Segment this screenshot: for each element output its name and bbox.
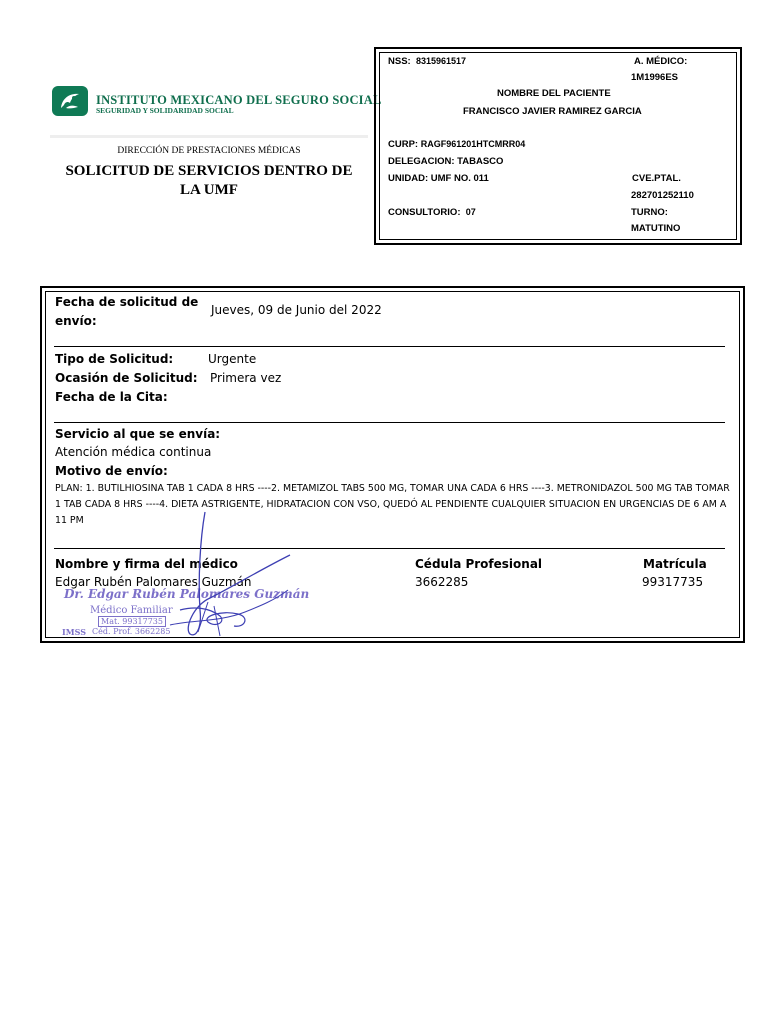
cveptal-value: 282701252110 bbox=[631, 190, 694, 201]
stamp-title: Médico Familiar bbox=[90, 605, 173, 616]
consultorio-label: CONSULTORIO: bbox=[388, 207, 461, 218]
institution-tagline: SEGURIDAD Y SOLIDARIDAD SOCIAL bbox=[96, 106, 234, 115]
form-title-line2: LA UMF bbox=[180, 182, 238, 198]
nss-field bbox=[388, 56, 466, 67]
doctor-name-value: Edgar Rubén Palomares Guzmán bbox=[55, 575, 252, 589]
cveptal-label: CVE.PTAL. bbox=[632, 173, 681, 184]
imss-eagle-icon bbox=[52, 86, 88, 116]
direccion-heading: DIRECCIÓN DE PRESTACIONES MÉDICAS bbox=[117, 146, 301, 156]
matricula-label: Matrícula bbox=[643, 557, 707, 571]
tipo-solicitud-value: Urgente bbox=[208, 352, 257, 366]
servicio-value: Atención médica continua bbox=[55, 445, 212, 459]
unidad-field bbox=[388, 173, 489, 184]
cedula-value: 3662285 bbox=[415, 575, 469, 589]
stamp-cedula: Céd. Prof. 3662285 bbox=[92, 627, 171, 636]
servicio-label: Servicio al que se envía: bbox=[55, 427, 221, 441]
matricula-value: 99317735 bbox=[642, 575, 704, 589]
ocasion-solicitud-value: Primera vez bbox=[210, 371, 282, 385]
cedula-label: Cédula Profesional bbox=[415, 557, 543, 571]
imss-logo bbox=[52, 86, 382, 118]
header-divider bbox=[50, 135, 368, 138]
motivo-label: Motivo de envío: bbox=[55, 464, 168, 478]
curp-value: RAGF961201HTCMRR04 bbox=[420, 139, 526, 149]
form-title-line1: SOLICITUD DE SERVICIOS DENTRO DE bbox=[65, 163, 353, 179]
fecha-solicitud-label-line1: Fecha de solicitud de bbox=[55, 295, 199, 309]
patient-name-label: NOMBRE DEL PACIENTE bbox=[497, 88, 611, 99]
fecha-solicitud-label-line2: envío: bbox=[55, 314, 97, 328]
doctor-name-label: Nombre y firma del médico bbox=[55, 557, 238, 571]
unidad-value: UMF NO. 011 bbox=[430, 173, 489, 184]
delegacion-label: DELEGACION: bbox=[388, 156, 455, 167]
curp-field bbox=[388, 139, 525, 150]
stamp-doctor-name: Dr. Edgar Rubén Palomares Guzmán bbox=[64, 587, 310, 601]
form-title bbox=[50, 162, 368, 200]
patient-name-value: FRANCISCO JAVIER RAMIREZ GARCIA bbox=[463, 106, 642, 117]
nss-value: 8315961517 bbox=[415, 56, 467, 66]
fecha-solicitud-value: Jueves, 09 de Junio del 2022 bbox=[211, 303, 382, 317]
unidad-label: UNIDAD: bbox=[388, 173, 429, 184]
delegacion-field bbox=[388, 156, 503, 167]
motivo-text: PLAN: 1. BUTILHIOSINA TAB 1 CADA 8 HRS ----2. METAMIZOL TABS 500 MG, TOMAR UNA CADA 6 HRS ----3. METRONIDAZOL 500 MG TAB TOMAR 1 TAB CADA 8 HRS ----4. DIETA ASTRIGENTE, HIDRATACION CON VSO, QUEDÓ AL PENDIENTE CUALQUIER SITUACION EN URGENCIAS DE 6 AM A 11 PM bbox=[55, 483, 730, 526]
tipo-solicitud-label: Tipo de Solicitud: bbox=[55, 352, 174, 366]
section-divider bbox=[54, 422, 725, 423]
turno-label: TURNO: bbox=[631, 207, 668, 218]
consultorio-field bbox=[388, 207, 476, 218]
delegacion-value: TABASCO bbox=[457, 156, 504, 167]
stamp-imss: IMSS bbox=[62, 627, 86, 637]
stamp-matricula: Mat. 99317735 bbox=[98, 616, 166, 627]
section-divider bbox=[54, 346, 725, 347]
doctor-signature bbox=[150, 510, 300, 645]
consultorio-value: 07 bbox=[465, 207, 476, 217]
fecha-cita-label: Fecha de la Cita: bbox=[55, 390, 168, 404]
nss-label: NSS: bbox=[388, 56, 411, 67]
amedico-value: 1M1996ES bbox=[631, 72, 679, 83]
institution-name: INSTITUTO MEXICANO DEL SEGURO SOCIAL bbox=[96, 93, 382, 107]
amedico-label: A. MÉDICO: bbox=[634, 56, 688, 67]
turno-value: MATUTINO bbox=[631, 223, 681, 234]
ocasion-solicitud-label: Ocasión de Solicitud: bbox=[55, 371, 198, 385]
curp-label: CURP: bbox=[388, 139, 419, 150]
